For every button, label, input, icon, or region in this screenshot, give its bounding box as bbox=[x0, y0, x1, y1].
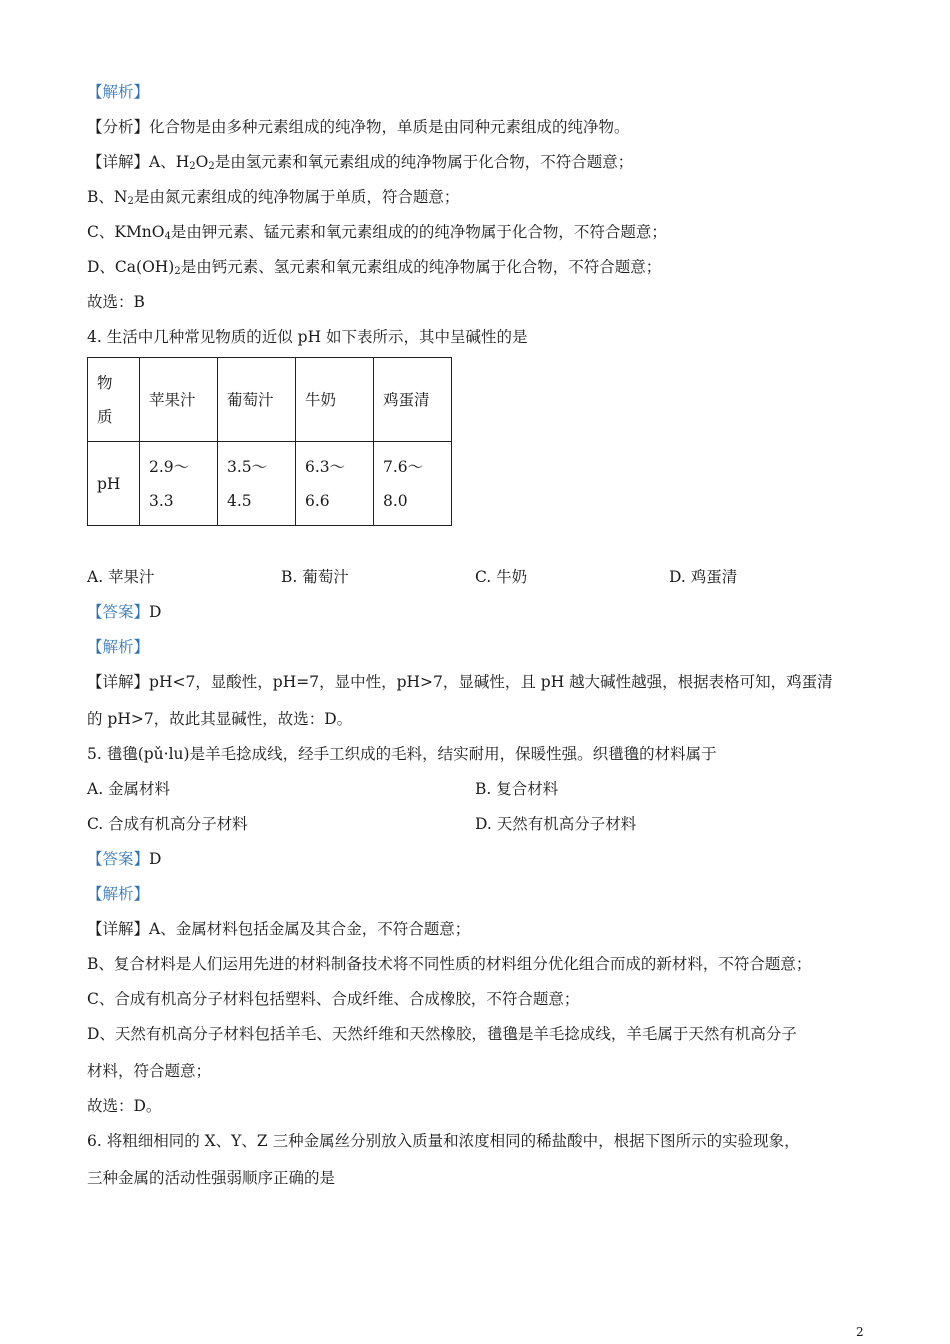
detail-d-text: 是由钙元素、氢元素和氧元素组成的纯净物属于化合物，不符合题意； bbox=[180, 258, 662, 276]
conclusion: 故选：B bbox=[87, 293, 145, 311]
detail-line: 的 pH>7，故此其显碱性，故选：D。 bbox=[87, 710, 353, 728]
answer-tag: 【答案】 bbox=[87, 850, 150, 868]
detail-text: pH<7，显酸性，pH=7，显中性，pH>7，显碱性，且 pH 越大碱性越强，根据表格可知，鸡蛋清 bbox=[149, 673, 833, 691]
detail-line: C、合成有机高分子材料包括塑料、合成纤维、合成橡胶，不符合题意； bbox=[87, 990, 580, 1008]
analysis-text: 化合物是由多种元素组成的纯净物，单质是由同种元素组成的纯净物。 bbox=[149, 118, 630, 136]
option-d[interactable]: D. 天然有机高分子材料 bbox=[475, 815, 637, 833]
detail-c-text: C、KMnO bbox=[87, 223, 165, 241]
detail-b-text: 是由氮元素组成的纯净物属于单质，符合题意； bbox=[133, 188, 460, 206]
option-d[interactable]: D. 鸡蛋清 bbox=[669, 568, 738, 586]
table-cell: 葡萄汁 bbox=[218, 358, 296, 442]
answer-value: D bbox=[149, 603, 162, 621]
detail-tag: 【详解】 bbox=[87, 153, 150, 171]
answer-tag: 【答案】 bbox=[87, 603, 150, 621]
detail-line: B、复合材料是人们运用先进的材料制备技术将不同性质的材料组分优化组合而成的新材料，不符合题意； bbox=[87, 955, 812, 973]
detail-line bbox=[87, 919, 470, 939]
detail-d-text: D、Ca(OH) bbox=[87, 258, 175, 276]
analysis-heading: 【解析】 bbox=[87, 885, 150, 903]
question-5-stem: 5. 氆氇(pǔ·lu)是羊毛捻成线，经手工织成的毛料，结实耐用，保暖性强。织氆氇的材料属于 bbox=[87, 745, 717, 763]
option-a[interactable]: A. 金属材料 bbox=[87, 780, 171, 798]
detail-a-text: O bbox=[195, 153, 209, 171]
analysis-paragraph bbox=[87, 117, 630, 137]
question-6-stem: 三种金属的活动性强弱顺序正确的是 bbox=[87, 1169, 336, 1187]
table-cell: 2.9～3.3 bbox=[140, 442, 218, 526]
option-b[interactable]: B. 复合材料 bbox=[475, 780, 559, 798]
detail-b-line: B、$N_2$是由氮元素组成的纯净物属于单质，符合题意； bbox=[87, 188, 460, 207]
detail-tag: 【详解】 bbox=[87, 673, 150, 691]
option-a[interactable]: A. 苹果汁 bbox=[87, 568, 155, 586]
table-cell: 苹果汁 bbox=[140, 358, 218, 442]
detail-text: A、金属材料包括金属及其合金，不符合题意； bbox=[149, 920, 471, 938]
analysis-heading: 【解析】 bbox=[87, 83, 150, 101]
table-cell: 牛奶 bbox=[296, 358, 374, 442]
answer-value: D bbox=[149, 850, 162, 868]
detail-c-line: C、KMnO$_4$是由钾元素、锰元素和氧元素组成的的纯净物属于化合物，不符合题意； bbox=[87, 223, 667, 242]
detail-b-text: B、N bbox=[87, 188, 128, 206]
table-cell: 3.5～ 4.5 bbox=[218, 442, 296, 526]
table-cell: 鸡蛋清 bbox=[374, 358, 452, 442]
page-number: 2 bbox=[856, 1325, 864, 1339]
answer-line bbox=[87, 602, 161, 622]
detail-line bbox=[87, 672, 833, 692]
ph-table bbox=[87, 357, 452, 526]
detail-a-text: 是由氢元素和氧元素组成的纯净物属于化合物，不符合题意； bbox=[214, 153, 634, 171]
question-6-stem: 6. 将粗细相同的 X、Y、Z 三种金属丝分别放入质量和浓度相同的稀盐酸中，根据下图所示的实验现象， bbox=[87, 1132, 800, 1150]
answer-line bbox=[87, 849, 161, 869]
option-b[interactable]: B. 葡萄汁 bbox=[281, 568, 349, 586]
detail-a-line: 【详解】A、$H_2O_2$是由氢元素和氧元素组成的纯净物属于化合物，不符合题意； bbox=[87, 153, 634, 172]
analysis-heading: 【解析】 bbox=[87, 638, 150, 656]
table-cell: pH bbox=[88, 442, 140, 526]
conclusion: 故选：D。 bbox=[87, 1097, 162, 1115]
question-4-stem: 4. 生活中几种常见物质的近似 pH 如下表所示，其中呈碱性的是 bbox=[87, 328, 528, 346]
fenxi-tag: 【分析】 bbox=[87, 118, 150, 136]
option-c[interactable]: C. 合成有机高分子材料 bbox=[87, 815, 248, 833]
table-row bbox=[88, 442, 452, 526]
table-row bbox=[88, 358, 452, 442]
table-cell: 物 质 bbox=[88, 358, 140, 442]
option-c[interactable]: C. 牛奶 bbox=[475, 568, 528, 586]
detail-line: 材料，符合题意； bbox=[87, 1062, 212, 1080]
table-cell: 7.6～ 8.0 bbox=[374, 442, 452, 526]
table-cell: 6.3～ 6.6 bbox=[296, 442, 374, 526]
detail-a-text: A、H bbox=[149, 153, 190, 171]
detail-c-text: 是由钾元素、锰元素和氧元素组成的的纯净物属于化合物，不符合题意； bbox=[170, 223, 667, 241]
detail-line: D、天然有机高分子材料包括羊毛、天然纤维和天然橡胶，氆氇是羊毛捻成线，羊毛属于天然有机高分子 bbox=[87, 1025, 797, 1043]
detail-tag: 【详解】 bbox=[87, 920, 150, 938]
detail-d-line: D、$Ca(OH)_2$是由钙元素、氢元素和氧元素组成的纯净物属于化合物，不符合题意； bbox=[87, 258, 662, 277]
